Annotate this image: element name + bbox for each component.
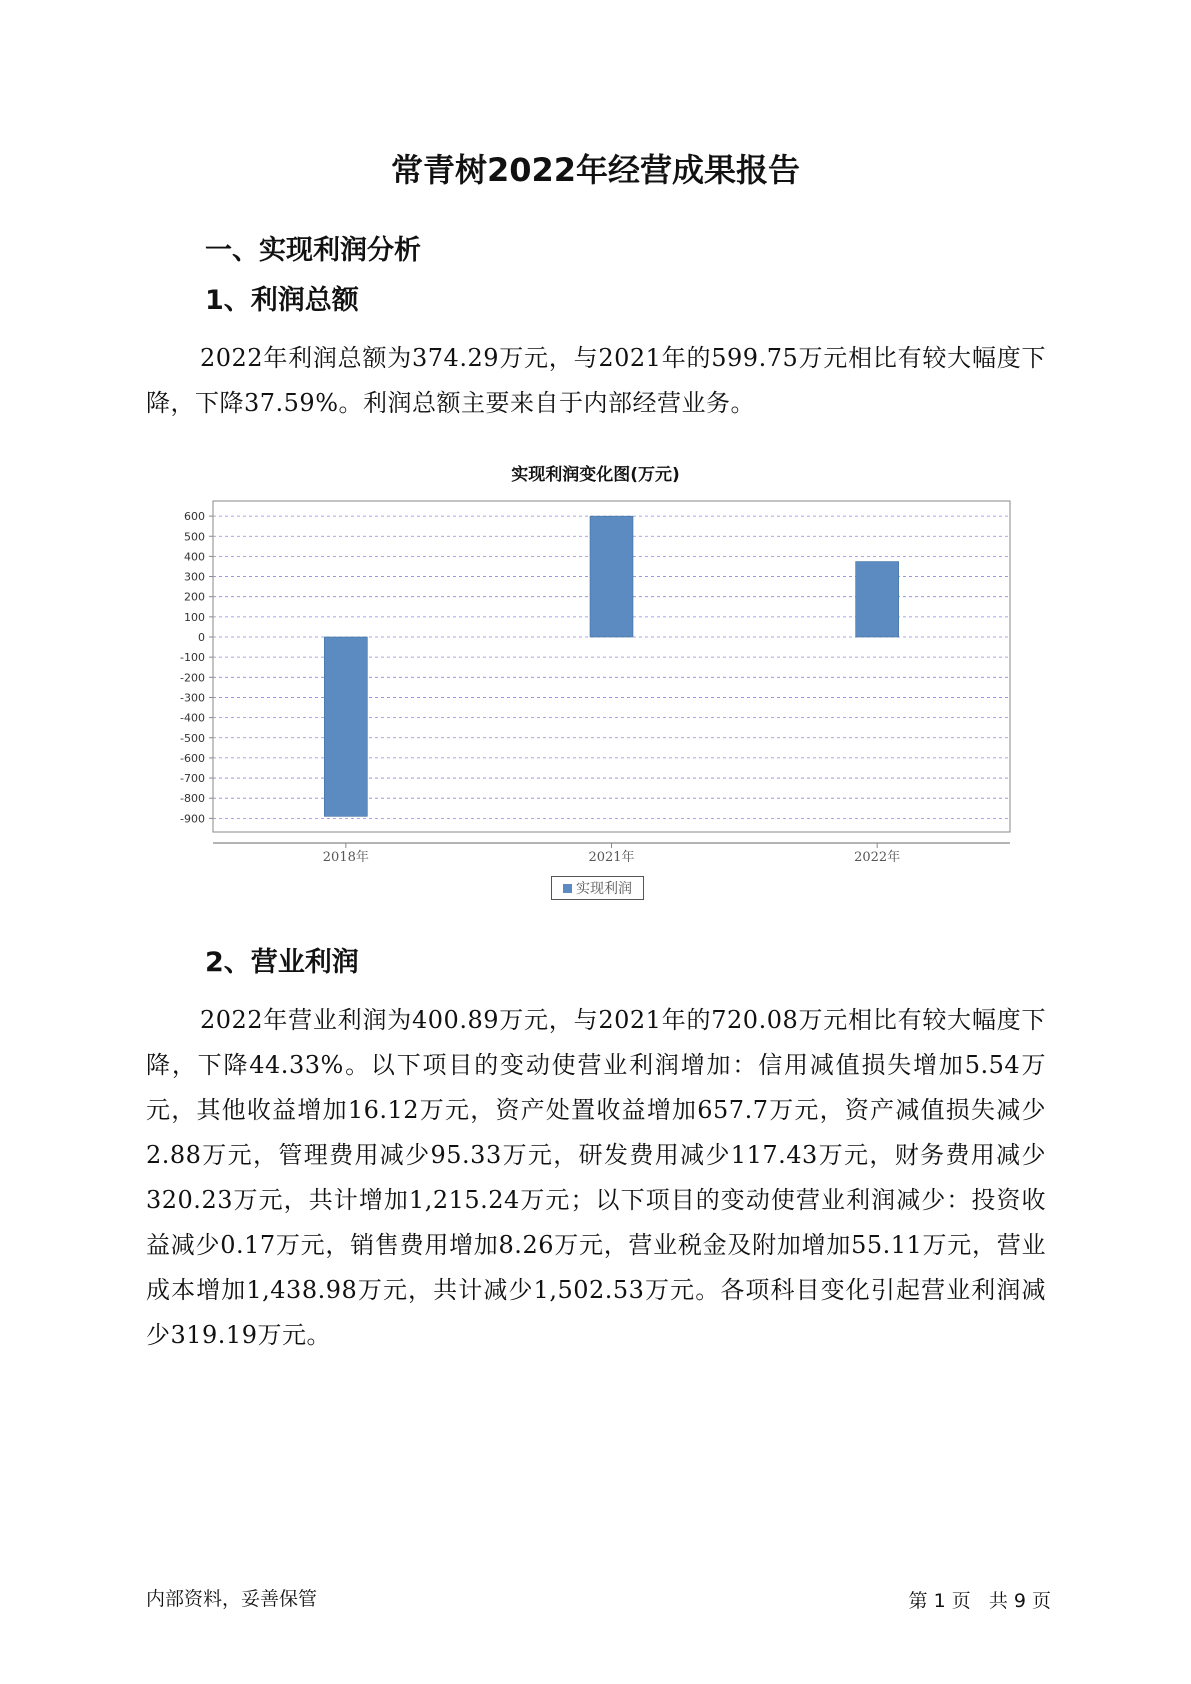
chart-legend	[551, 876, 644, 900]
x-tick-label: 2022年	[854, 850, 901, 865]
paragraph-profit-total: 2022年利润总额为374.29万元，与2021年的599.75万元相比有较大幅度下降，下降37.59%。利润总额主要来自于内部经营业务。	[146, 344, 1046, 417]
bar-2018年	[324, 637, 367, 816]
footer-page-number: 第 1 页 共 9 页	[908, 1590, 1051, 1612]
legend-label: 实现利润	[576, 881, 632, 897]
y-tick-label: -900	[180, 812, 205, 826]
bar-2021年	[590, 516, 633, 637]
y-tick-label: -300	[180, 691, 205, 705]
y-tick-label: 200	[184, 590, 205, 604]
page-title: 常青树2022年经营成果报告	[390, 151, 801, 189]
y-tick-label: -700	[180, 772, 205, 786]
y-tick-label: -600	[180, 751, 205, 765]
x-tick-label: 2021年	[588, 850, 635, 865]
chart-title: 实现利润变化图(万元)	[511, 465, 680, 485]
y-tick-label: -800	[180, 792, 205, 806]
legend-swatch	[563, 884, 572, 893]
y-tick-label: 100	[184, 610, 205, 624]
y-tick-label: 600	[184, 510, 205, 524]
subsection-heading-profit-total: 1、利润总额	[205, 285, 359, 316]
y-tick-label: -400	[180, 711, 205, 725]
y-tick-label: -200	[180, 671, 205, 685]
y-tick-label: 300	[184, 570, 205, 584]
y-tick-label: -500	[180, 731, 205, 745]
y-tick-label: 400	[184, 550, 205, 564]
subsection-heading-operating-profit: 2、营业利润	[205, 947, 359, 978]
section-heading: 一、实现利润分析	[205, 235, 421, 266]
y-tick-label: 0	[198, 631, 205, 644]
bar-2022年	[856, 562, 899, 637]
footer-confidential-note: 内部资料，妥善保管	[146, 1588, 318, 1610]
x-tick-label: 2018年	[322, 850, 369, 865]
paragraph-operating-profit: 2022年营业利润为400.89万元，与2021年的720.08万元相比有较大幅度下降，下降44.33%。以下项目的变动使营业利润增加：信用减值损失增加5.54万元，其他收益增加16.12万元，资产处置收益增加657.7万元，资产减值损失减少2.88万元，管理费用减少95.33万元，研发费用减少117.43万元，财务费用减少320.23万元，共计增加1,215.24万元；以下项目的变动使营业利润减少：投资收益减少0.17万元，销售费用增加8.26万元，营业税金及附加增加55.11万元，营业成本增加1,438.98万元，共计减少1,502.53万元。各项科目变化引起营业利润减少319.19万元。	[146, 1006, 1046, 1349]
y-tick-label: 500	[184, 530, 205, 544]
y-tick-label: -100	[180, 651, 205, 665]
